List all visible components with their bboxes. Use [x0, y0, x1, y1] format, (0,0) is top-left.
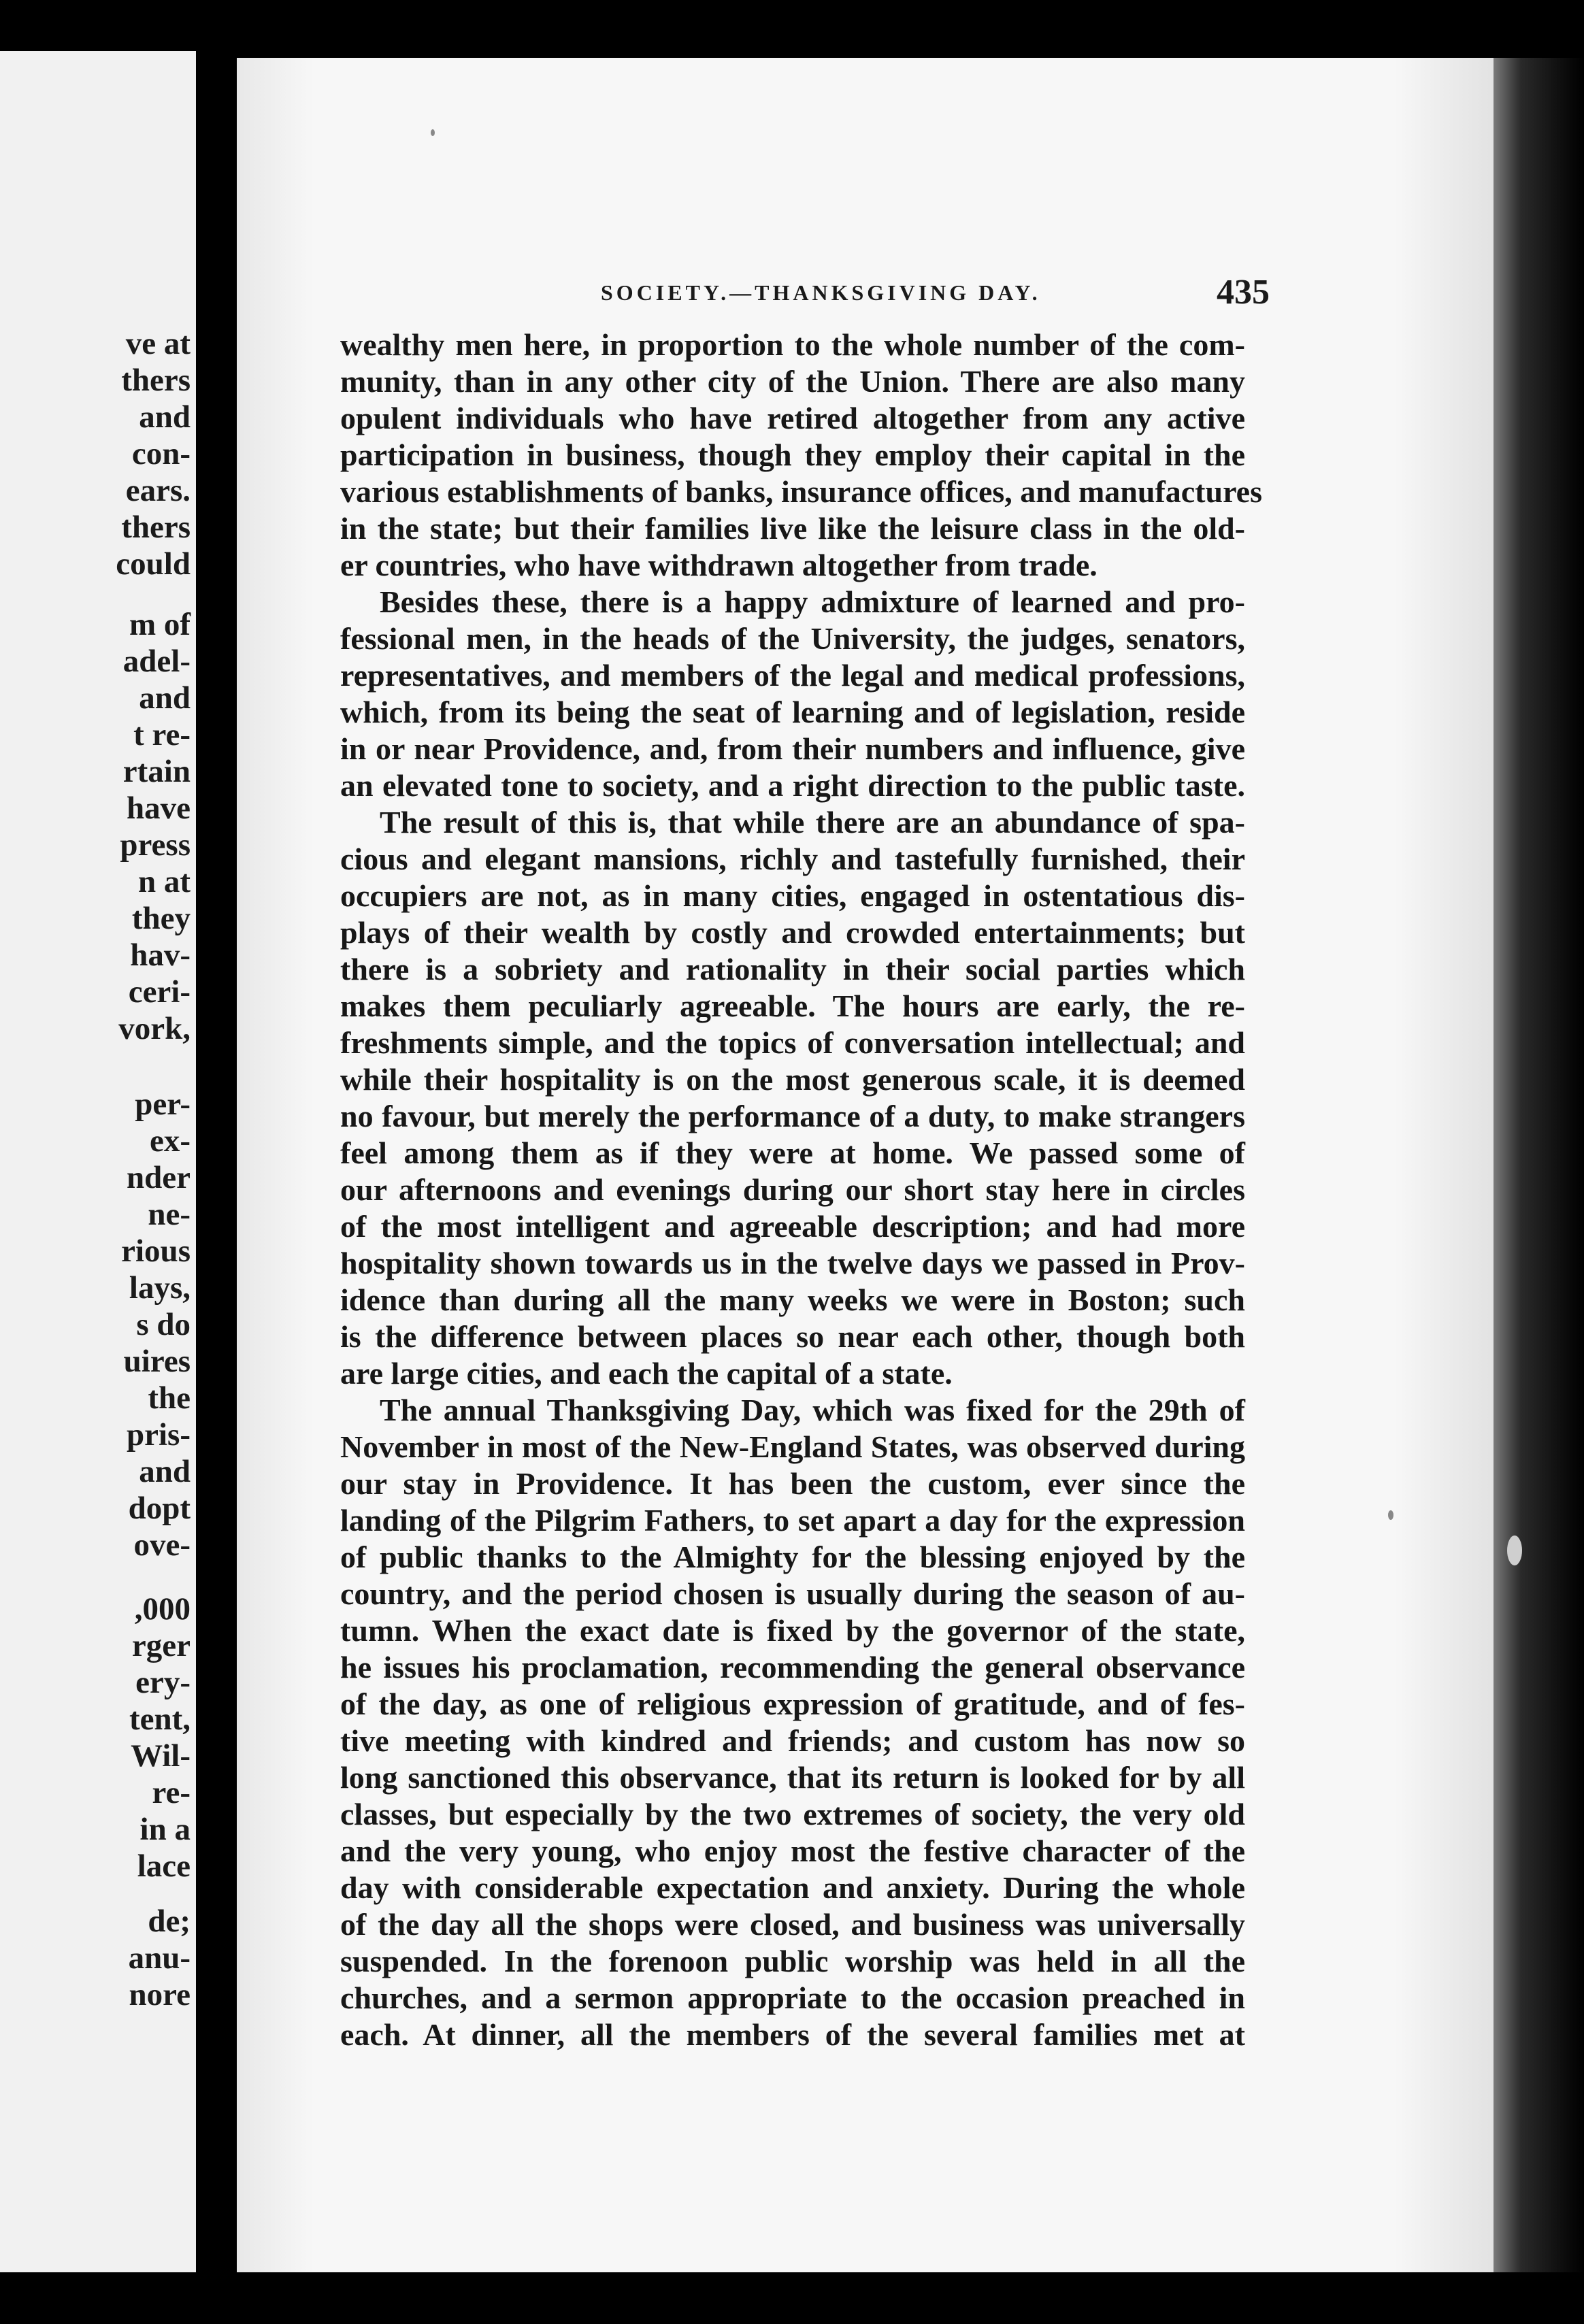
text-line: munity, than in any other city of the Union. There are also many	[340, 364, 1245, 399]
left-fragment: and	[139, 680, 191, 716]
left-fragment: tent,	[129, 1702, 191, 1737]
left-fragment: rtain	[122, 754, 191, 789]
text-line: participation in business, though they employ their capital in the	[340, 437, 1245, 472]
left-fragment: lace	[137, 1848, 191, 1884]
text-line: feel among them as if they were at home. We passed some of	[340, 1135, 1245, 1170]
paper-speck	[431, 129, 435, 136]
left-fragment: re-	[152, 1775, 191, 1810]
binding-gutter	[196, 0, 237, 2324]
page-edge-shadow	[1494, 58, 1584, 2272]
left-fragment: the	[148, 1380, 191, 1416]
left-fragment: dopt	[128, 1491, 191, 1526]
left-fragment: rious	[121, 1233, 191, 1269]
left-fragment: lays,	[129, 1270, 191, 1306]
left-fragment: adel-	[122, 644, 191, 679]
left-fragment: ,000	[134, 1591, 191, 1627]
text-line: are large cities, and each the capital of a state.	[340, 1356, 953, 1391]
text-line: of the day, as one of religious expression of gratitude, and of fes-	[340, 1687, 1245, 1721]
left-fragment: ears.	[125, 473, 191, 508]
left-fragment: could	[116, 546, 191, 582]
text-line: classes, but especially by the two extremes of society, the very old	[340, 1797, 1245, 1831]
left-fragment: con-	[131, 436, 191, 471]
left-fragment: m of	[129, 607, 191, 642]
left-fragment: ery-	[135, 1665, 191, 1700]
left-fragment: ceri-	[128, 974, 191, 1010]
page-number: 435	[1217, 273, 1270, 312]
left-fragment: vork,	[118, 1011, 191, 1046]
left-fragment: ve at	[125, 326, 191, 361]
left-fragment: nder	[127, 1160, 191, 1195]
left-fragment: nore	[129, 1977, 191, 2012]
text-line: and the very young, who enjoy most the festive character of the	[340, 1833, 1245, 1868]
text-line: wealthy men here, in proportion to the whole number of the com-	[340, 327, 1245, 362]
left-fragment: Wil-	[131, 1738, 191, 1774]
text-line: of the most intelligent and agreeable description; and had more	[340, 1209, 1245, 1244]
left-fragment: and	[139, 1454, 191, 1489]
text-line: occupiers are not, as in many cities, engaged in ostentatious dis-	[340, 878, 1245, 913]
text-line: in or near Providence, and, from their numbers and influence, give	[340, 731, 1245, 766]
text-line: our stay in Providence. It has been the custom, ever since the	[340, 1466, 1245, 1501]
paper-speck	[1388, 1510, 1393, 1520]
left-fragment: ex-	[149, 1123, 191, 1159]
text-line: er countries, who have withdrawn altogether from trade.	[340, 548, 1098, 582]
text-line: plays of their wealth by costly and crowded entertainments; but	[340, 915, 1245, 950]
text-line: November in most of the New-England States, was observed during	[340, 1429, 1245, 1464]
text-line: tumn. When the exact date is fixed by the governor of the state,	[340, 1613, 1245, 1648]
left-fragment: have	[127, 791, 191, 826]
left-fragment: in a	[139, 1812, 191, 1847]
left-fragment: uires	[123, 1344, 191, 1379]
left-fragment: they	[131, 901, 191, 936]
text-line: he issues his proclamation, recommending the general observance	[340, 1650, 1245, 1684]
running-head: SOCIETY.—THANKSGIVING DAY.	[601, 280, 1041, 305]
text-line: there is a sobriety and rationality in their social parties which	[340, 952, 1245, 986]
text-line: which, from its being the seat of learning and of legislation, reside	[340, 695, 1245, 729]
left-fragment: press	[120, 827, 191, 863]
text-line: country, and the period chosen is usually during the season of au-	[340, 1576, 1245, 1611]
text-line: The annual Thanksgiving Day, which was fixed for the 29th of	[380, 1393, 1245, 1427]
left-fragment: thers	[121, 363, 191, 398]
left-fragment: hav-	[130, 937, 191, 973]
text-line: of public thanks to the Almighty for the blessing enjoyed by the	[340, 1540, 1245, 1574]
text-line: various establishments of banks, insurance offices, and manufactures	[340, 474, 1262, 509]
left-fragment: rger	[131, 1628, 191, 1663]
left-fragment: pris-	[127, 1417, 191, 1452]
left-fragment: n at	[137, 864, 191, 899]
text-line: each. At dinner, all the members of the several families met at	[340, 2017, 1245, 2052]
text-line: an elevated tone to society, and a right direction to the public taste.	[340, 768, 1245, 803]
left-fragment: and	[139, 399, 191, 435]
text-line: The result of this is, that while there are an abundance of spa-	[380, 805, 1245, 840]
text-line: representatives, and members of the legal and medical professions,	[340, 658, 1245, 693]
text-line: tive meeting with kindred and friends; and custom has now so	[340, 1723, 1245, 1758]
text-line: no favour, but merely the performance of a duty, to make strangers	[340, 1099, 1245, 1133]
left-fragment: ove-	[133, 1527, 191, 1563]
left-fragment: per-	[135, 1086, 191, 1122]
text-line: is the difference between places so near each other, though both	[340, 1319, 1245, 1354]
text-line: day with considerable expectation and anxiety. During the whole	[340, 1870, 1245, 1905]
text-line: in the state; but their families live like the leisure class in the old-	[340, 511, 1245, 546]
page-edge-mark	[1507, 1536, 1522, 1565]
left-fragment: anu-	[128, 1940, 191, 1976]
text-line: fessional men, in the heads of the University, the judges, senators,	[340, 621, 1245, 656]
text-line: long sanctioned this observance, that its return is looked for by all	[340, 1760, 1245, 1795]
text-line: cious and elegant mansions, richly and tastefully furnished, their	[340, 842, 1245, 876]
text-line: idence than during all the many weeks we were in Boston; such	[340, 1282, 1245, 1317]
text-line: landing of the Pilgrim Fathers, to set apart a day for the expression	[340, 1503, 1245, 1538]
text-line: while their hospitality is on the most generous scale, it is deemed	[340, 1062, 1245, 1097]
text-line: makes them peculiarly agreeable. The hours are early, the re-	[340, 989, 1245, 1023]
text-line: hospitality shown towards us in the twelve days we passed in Prov-	[340, 1246, 1245, 1280]
text-line: Besides these, there is a happy admixture of learned and pro-	[380, 584, 1245, 619]
text-line: opulent individuals who have retired altogether from any active	[340, 401, 1245, 435]
left-fragment: de;	[148, 1904, 191, 1939]
text-line: suspended. In the forenoon public worship was held in all the	[340, 1944, 1245, 1978]
left-fragment: ne-	[148, 1197, 191, 1232]
text-line: freshments simple, and the topics of conversation intellectual; and	[340, 1025, 1245, 1060]
text-line: our afternoons and evenings during our short stay here in circles	[340, 1172, 1245, 1207]
left-fragment: t re-	[133, 717, 191, 752]
previous-page-strip	[0, 51, 196, 2272]
text-line: of the day all the shops were closed, and business was universally	[340, 1907, 1245, 1942]
left-fragment: thers	[121, 510, 191, 545]
text-line: churches, and a sermon appropriate to the occasion preached in	[340, 1980, 1245, 2015]
left-fragment: s do	[136, 1307, 191, 1342]
